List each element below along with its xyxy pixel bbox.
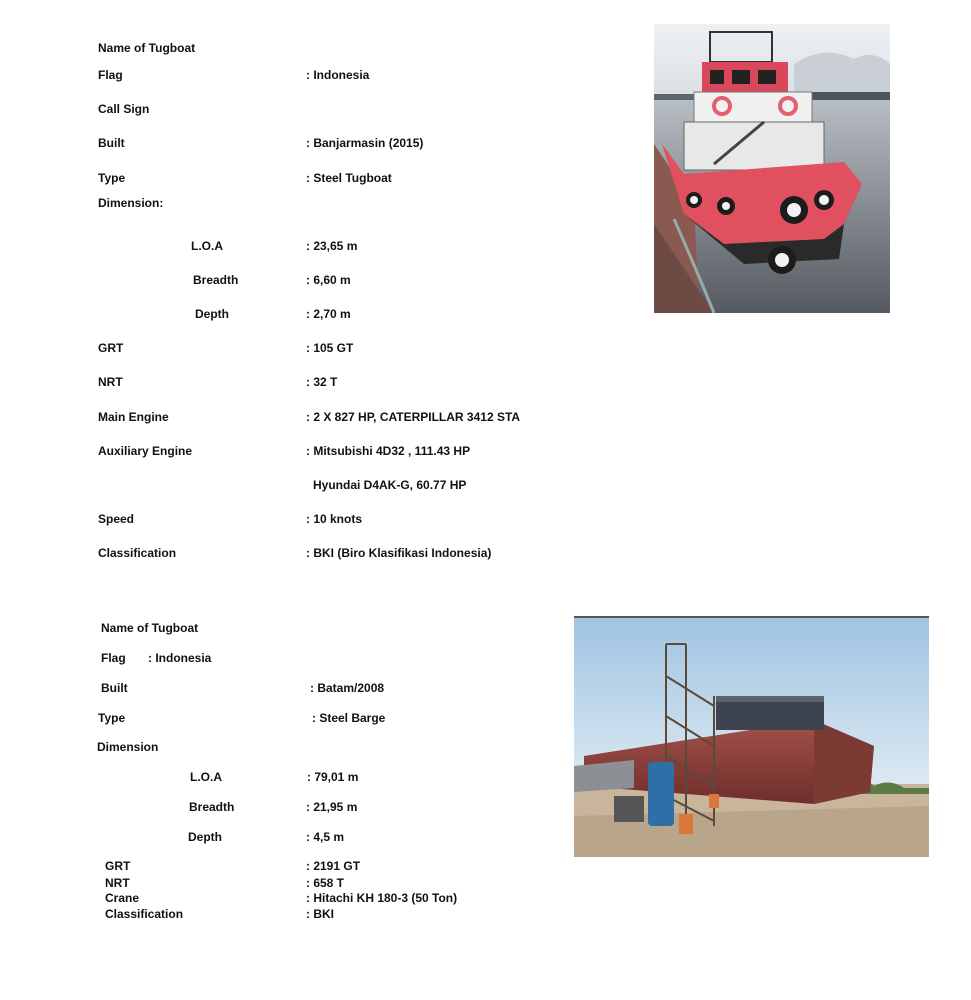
aux-engine-label: Auxiliary Engine xyxy=(98,444,193,458)
grt-value: : 105 GT xyxy=(306,341,354,355)
depth-label: Depth xyxy=(188,830,222,844)
callsign-label: Call Sign xyxy=(98,102,150,116)
loa-label: L.O.A xyxy=(190,770,222,784)
breadth-label: Breadth xyxy=(193,273,239,287)
aux-engine-value-1: : Mitsubishi 4D32 , 111.43 HP xyxy=(306,444,471,458)
nrt-value: : 32 T xyxy=(306,375,338,389)
main-engine-value: : 2 X 827 HP, CATERPILLAR 3412 STA xyxy=(306,410,521,424)
classification-label: Classification xyxy=(98,546,177,560)
main-engine-label: Main Engine xyxy=(98,410,169,424)
type-value: : Steel Tugboat xyxy=(306,171,392,185)
flag-label: Flag xyxy=(101,651,126,665)
name-label: Name of Tugboat xyxy=(98,41,196,55)
speed-value: : 10 knots xyxy=(306,512,363,526)
breadth-label: Breadth xyxy=(189,800,235,814)
nrt-label: NRT xyxy=(105,876,130,890)
nrt-value: : 658 T xyxy=(306,876,345,890)
depth-label: Depth xyxy=(195,307,229,321)
classification-value: : BKI (Biro Klasifikasi Indonesia) xyxy=(306,546,492,560)
built-value: : Batam/2008 xyxy=(310,681,385,695)
tugboat-photo xyxy=(654,24,890,313)
type-value: : Steel Barge xyxy=(312,711,386,725)
built-label: Built xyxy=(101,681,128,695)
nrt-label: NRT xyxy=(98,375,123,389)
classification-label: Classification xyxy=(105,907,184,921)
flag-label: Flag xyxy=(98,68,123,82)
built-value: : Banjarmasin (2015) xyxy=(306,136,424,150)
grt-label: GRT xyxy=(98,341,124,355)
barge-photo xyxy=(574,616,929,857)
name-label: Name of Tugboat xyxy=(101,621,199,635)
breadth-value: : 6,60 m xyxy=(306,273,351,287)
loa-value: : 23,65 m xyxy=(306,239,358,253)
loa-value: : 79,01 m xyxy=(307,770,359,784)
grt-value: : 2191 GT xyxy=(306,859,361,873)
type-label: Type xyxy=(98,711,126,725)
classification-value: : BKI xyxy=(306,907,334,921)
breadth-value: : 21,95 m xyxy=(306,800,358,814)
type-label: Type xyxy=(98,171,126,185)
dimension-label: Dimension xyxy=(97,740,159,754)
depth-value: : 4,5 m xyxy=(306,830,345,844)
built-label: Built xyxy=(98,136,125,150)
crane-value: : Hitachi KH 180-3 (50 Ton) xyxy=(306,891,458,905)
grt-label: GRT xyxy=(105,859,131,873)
crane-label: Crane xyxy=(105,891,140,905)
flag-value: : Indonesia xyxy=(148,651,212,665)
dimension-label: Dimension: xyxy=(98,196,164,210)
loa-label: L.O.A xyxy=(191,239,223,253)
speed-label: Speed xyxy=(98,512,135,526)
flag-value: : Indonesia xyxy=(306,68,370,82)
aux-engine-value-2: Hyundai D4AK-G, 60.77 HP xyxy=(313,478,467,492)
depth-value: : 2,70 m xyxy=(306,307,351,321)
